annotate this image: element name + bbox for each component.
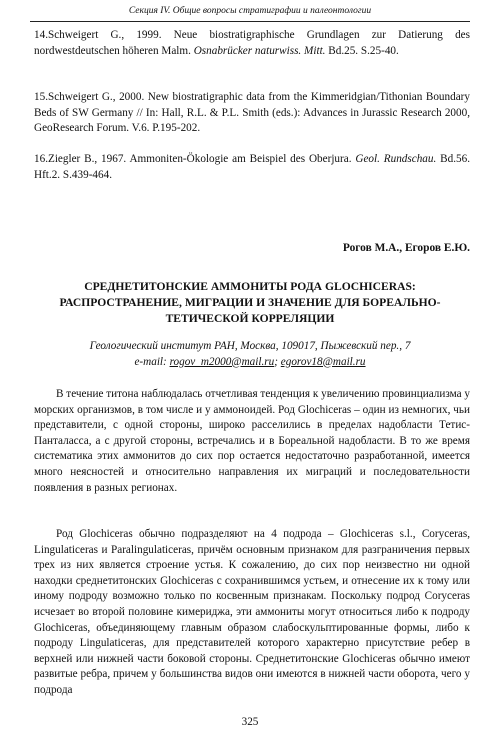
reference-number: 16. <box>34 153 48 165</box>
email-label: e-mail: <box>134 355 170 368</box>
reference-text-tail: Bd.25. S.25-40. <box>325 44 399 57</box>
email-separator: ; <box>274 355 281 368</box>
reference-journal: Geol. Rundschau. <box>355 153 437 165</box>
reference-item <box>34 28 470 59</box>
body-paragraph: В течение титона наблюдалась отчетливая тенденция к увеличению провинциализма у морских организмов, в том числе и у аммоноидей. Род Glochiceras – один из немногих, чьи представители, с одной стороны, широко расселились в пределах надобласти Тетис-Панталасса, а с другой стороны, встречались и в Бореальной надобласти. В то же время систематика этих аммонитов до сих пор остается недостаточно разработанной, имеется много неясностей и относительно направления их миграций и последовательности появления в разных регионах. <box>34 388 470 494</box>
reference-text: Schweigert G., 2000. New biostratigraphic data from the Kimmeridgian/Tithonian Boundary Beds of SW Germany // In: Hall, R.L. & P.L. Smith (eds.): Advances in Jurassic Research 2000, GeoResearch Forum. V.6. P.195-202. <box>34 91 470 135</box>
reference-text-tail: Bd.56. Hft.2. S.439-464. <box>34 153 470 181</box>
email-link[interactable]: rogov_m2000@mail.ru <box>169 355 275 368</box>
reference-text: Ziegler B., 1967. Ammoniten-Ökologie am Beispiel des Oberjura. <box>47 153 356 165</box>
article-authors: Рогов М.А., Егоров Е.Ю. <box>342 242 470 254</box>
reference-number: 15. <box>34 91 48 103</box>
reference-item <box>34 90 470 137</box>
article-title-line: ТЕТИЧЕСКОЙ КОРРЕЛЯЦИИ <box>165 312 335 325</box>
article-title <box>30 279 470 327</box>
email-line <box>30 355 470 371</box>
article-title-line: РАСПРОСТРАНЕНИЕ, МИГРАЦИИ И ЗНАЧЕНИЕ ДЛЯ БОРЕАЛЬНО- <box>59 296 441 309</box>
reference-item <box>34 152 470 183</box>
header-divider <box>30 21 470 22</box>
email-link[interactable]: egorov18@mail.ru <box>280 355 366 368</box>
reference-number: 14. <box>34 29 48 41</box>
reference-journal: Osnabrücker naturwiss. Mitt. <box>193 44 326 57</box>
article-title-line: СРЕДНЕТИТОНСКИЕ АММОНИТЫ РОДА GLOCHICERAS: <box>84 280 416 293</box>
body-paragraph: Род Glochiceras обычно подразделяют на 4 подрода – Glochiceras s.l., Coryceras, Lingulaticeras и Paralingulaticeras, причём основным признаком для разграничения первых трех из них является строение устья. К сожалению, до сих пор неизвестно ни одной находки среднетитонских Glochiceras с сохранившимся устьем, и отнесение их к тому или иному подроду возможно только по косвенным признакам. Поскольку подрод Coryceras исчезает во второй половине кимериджа, эти аммониты могут относиться либо к подроду Glochiceras, объединяющему главным образом слабоскульптированные формы, либо к подроду Lingulaticeras, для представителей которого характерно присутствие ребер в верхней или нижней части боковой стороны. Среднетитонские Glochiceras обычно имеют развитые ребра, причем у большинства видов они имеются в нижней части оборота, чего у подрода <box>34 528 470 696</box>
running-header: Секция IV. Общие вопросы стратиграфии и палеонтологии <box>128 6 372 16</box>
affiliation: Геологический институт РАН, Москва, 109017, Пыжевский пер., 7 <box>89 340 411 352</box>
reference-text: Schweigert G., 1999. Neue biostratigraphische Grundlagen zur Datierung des nordwestdeutschen höheren Malm. <box>34 29 470 57</box>
page-number: 325 <box>241 716 259 728</box>
affiliation-block <box>30 339 470 370</box>
